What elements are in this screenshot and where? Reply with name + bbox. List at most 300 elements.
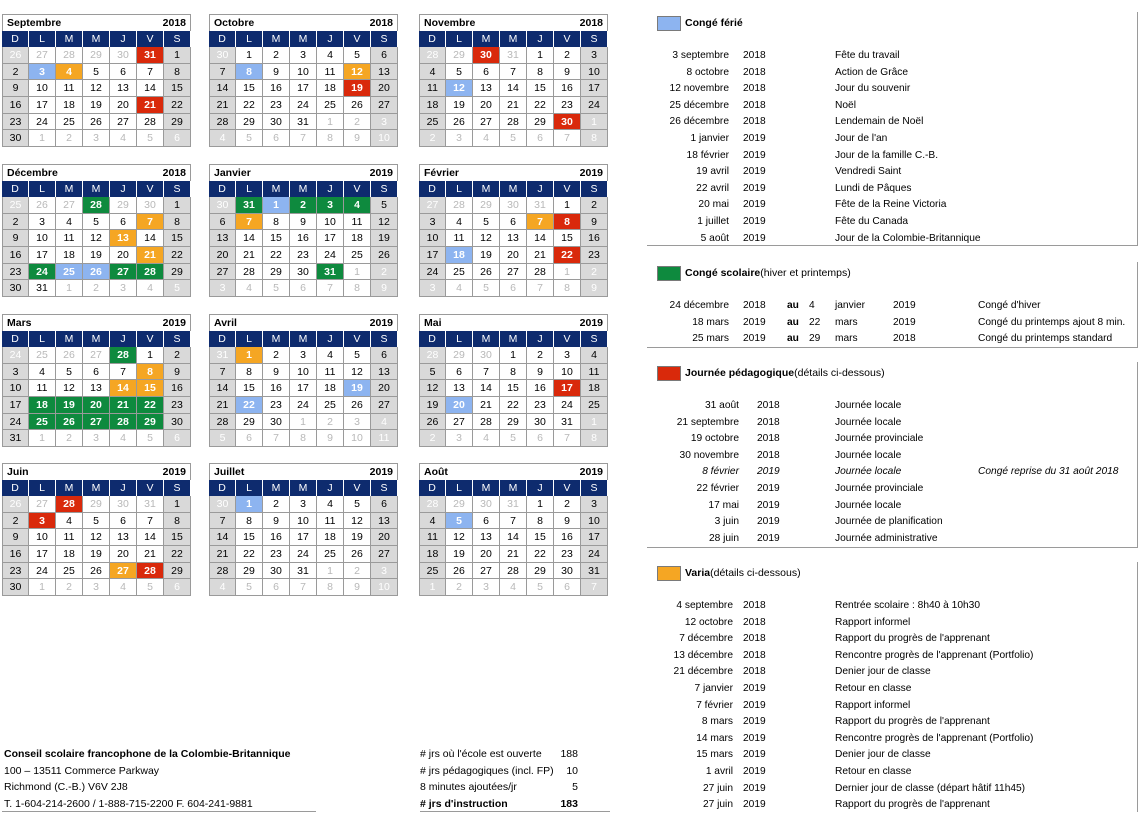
event-year: 2018 xyxy=(743,66,766,78)
day-cell: 27 xyxy=(110,264,137,281)
weekday-header: D xyxy=(2,480,29,496)
day-cell: 31 xyxy=(554,414,581,431)
event-label: Rapport du progrès de l'apprenant xyxy=(835,799,990,811)
day-cell-outside: 6 xyxy=(527,130,554,147)
month-header xyxy=(2,463,191,480)
event-label: Jour de la Colombie-Britannique xyxy=(835,232,981,244)
day-cell: 3 xyxy=(581,496,608,513)
day-cell: 24 xyxy=(29,114,56,131)
day-cell: 23 xyxy=(554,546,581,563)
day-cell-outside: 31 xyxy=(209,347,236,364)
day-cell-outside: 5 xyxy=(236,130,263,147)
day-cell-outside: 28 xyxy=(110,347,137,364)
day-cell-outside: 8 xyxy=(554,280,581,297)
weekday-header: J xyxy=(527,331,554,347)
weekday-header: M xyxy=(290,480,317,496)
day-cell-outside: 4 xyxy=(110,579,137,596)
weekday-header: D xyxy=(419,331,446,347)
day-cell: 3 xyxy=(2,364,29,381)
day-cell-outside: 7 xyxy=(290,579,317,596)
day-cell-outside: 28 xyxy=(56,47,83,64)
event-label: Journée locale xyxy=(835,499,902,511)
day-cell: 4 xyxy=(446,214,473,231)
day-cell: 10 xyxy=(29,80,56,97)
day-cell-outside: 30 xyxy=(473,496,500,513)
weekday-header: V xyxy=(344,181,371,197)
event-year: 2018 xyxy=(757,416,780,428)
day-cell: 29 xyxy=(236,563,263,580)
day-cell: 5 xyxy=(83,214,110,231)
day-cell: 18 xyxy=(56,546,83,563)
day-cell: 24 xyxy=(317,247,344,264)
day-cell: 1 xyxy=(164,197,191,214)
stats-table xyxy=(420,746,610,812)
day-cell: 12 xyxy=(419,380,446,397)
month-header xyxy=(209,314,398,331)
day-cell: 29 xyxy=(164,264,191,281)
day-cell-outside: 5 xyxy=(137,430,164,447)
start-date: 18 mars xyxy=(692,316,729,328)
day-cell: 5 xyxy=(56,364,83,381)
day-cell: 14 xyxy=(209,380,236,397)
day-cell: 26 xyxy=(83,264,110,281)
day-cell-outside: 7 xyxy=(290,130,317,147)
month-header xyxy=(209,164,398,181)
day-cell-outside: 1 xyxy=(29,130,56,147)
day-cell: 20 xyxy=(473,97,500,114)
day-cell-outside: 8 xyxy=(317,130,344,147)
day-cell: 25 xyxy=(419,114,446,131)
day-cell: 18 xyxy=(446,247,473,264)
stat-value: 10 xyxy=(566,764,578,777)
day-cell: 21 xyxy=(209,546,236,563)
day-cell: 7 xyxy=(110,364,137,381)
day-cell-outside: 29 xyxy=(110,197,137,214)
day-cell: 29 xyxy=(164,563,191,580)
day-cell: 13 xyxy=(371,364,398,381)
day-cell-outside: 28 xyxy=(83,197,110,214)
stat-value: 188 xyxy=(560,748,578,760)
list-item xyxy=(647,114,1137,131)
stat-row xyxy=(420,763,610,780)
day-cell-outside: 7 xyxy=(317,280,344,297)
month-avril xyxy=(209,314,398,447)
event-label: Lendemain de Noël xyxy=(835,116,924,128)
day-cell: 23 xyxy=(263,546,290,563)
day-cell: 20 xyxy=(371,80,398,97)
event-date: 12 octobre xyxy=(684,616,733,628)
day-cell: 6 xyxy=(110,513,137,530)
org-address-line1: 100 – 13511 Commerce Parkway xyxy=(4,764,160,777)
day-cell: 25 xyxy=(56,114,83,131)
day-cell: 11 xyxy=(581,364,608,381)
event-year: 2019 xyxy=(757,516,780,528)
day-cell-outside: 30 xyxy=(209,197,236,214)
day-cell: 6 xyxy=(446,364,473,381)
day-cell: 1 xyxy=(527,47,554,64)
weekday-header: M xyxy=(473,331,500,347)
day-cell-outside: 2 xyxy=(371,264,398,281)
event-label: Journée provinciale xyxy=(835,433,924,445)
day-cell: 10 xyxy=(29,529,56,546)
day-cell: 2 xyxy=(2,214,29,231)
weekday-header: M xyxy=(56,331,83,347)
day-cell-outside: 29 xyxy=(473,197,500,214)
month-header xyxy=(2,314,191,331)
month-year: 2019 xyxy=(162,317,186,329)
day-cell-outside: 26 xyxy=(2,47,29,64)
day-cell: 11 xyxy=(419,529,446,546)
weekday-header: M xyxy=(500,31,527,47)
event-date: 8 mars xyxy=(701,716,733,728)
weekday-header: L xyxy=(446,31,473,47)
month-name: Décembre xyxy=(7,167,58,179)
event-date: 21 décembre xyxy=(673,666,733,678)
day-cell-outside: 4 xyxy=(137,280,164,297)
event-year: 2018 xyxy=(743,666,766,678)
day-cell: 20 xyxy=(473,546,500,563)
day-cell: 23 xyxy=(581,247,608,264)
event-label: Journée de planification xyxy=(835,516,943,528)
divider xyxy=(420,811,610,812)
month-name: Mars xyxy=(7,317,32,329)
blue-swatch xyxy=(657,16,681,31)
start-year: 2019 xyxy=(743,333,766,345)
weekday-header: J xyxy=(110,181,137,197)
day-cell: 28 xyxy=(500,114,527,131)
day-cell: 22 xyxy=(527,97,554,114)
event-year: 2019 xyxy=(757,482,780,494)
weekday-header: D xyxy=(209,331,236,347)
day-cell: 9 xyxy=(527,364,554,381)
day-cell: 19 xyxy=(473,247,500,264)
weekday-header: M xyxy=(290,181,317,197)
day-cell: 7 xyxy=(209,364,236,381)
day-cell: 24 xyxy=(554,397,581,414)
day-cell: 26 xyxy=(419,414,446,431)
day-cell: 21 xyxy=(473,397,500,414)
day-cell-outside: 6 xyxy=(164,130,191,147)
section-subtitle: (détails ci-dessous) xyxy=(794,367,885,379)
day-cell: 24 xyxy=(29,264,56,281)
day-cell: 22 xyxy=(500,397,527,414)
day-cell: 22 xyxy=(527,546,554,563)
day-cell: 26 xyxy=(446,114,473,131)
day-cell-outside: 6 xyxy=(164,579,191,596)
day-cell-outside: 1 xyxy=(581,114,608,131)
period-label: Congé du printemps standard xyxy=(978,333,1113,345)
day-cell: 27 xyxy=(371,397,398,414)
month-header xyxy=(419,314,608,331)
list-item xyxy=(647,164,1137,181)
event-label: Rapport du progrès de l'apprenant xyxy=(835,716,990,728)
day-cell: 21 xyxy=(137,546,164,563)
event-year: 2018 xyxy=(743,633,766,645)
day-cell: 25 xyxy=(56,264,83,281)
event-date: 22 février xyxy=(696,482,739,494)
day-cell: 13 xyxy=(473,529,500,546)
event-date: 12 novembre xyxy=(669,83,729,95)
day-cell: 15 xyxy=(236,380,263,397)
weekday-header: L xyxy=(446,181,473,197)
day-cell-outside: 1 xyxy=(29,579,56,596)
weekday-header: S xyxy=(164,331,191,347)
day-cell: 10 xyxy=(581,64,608,81)
stat-label: # jrs où l'école est ouverte xyxy=(420,748,542,760)
day-cell: 30 xyxy=(2,280,29,297)
day-cell: 20 xyxy=(110,247,137,264)
day-cell: 24 xyxy=(2,414,29,431)
day-cell-outside: 30 xyxy=(473,347,500,364)
day-cell: 25 xyxy=(581,397,608,414)
day-cell: 2 xyxy=(2,64,29,81)
event-label: Noël xyxy=(835,99,856,111)
day-cell: 14 xyxy=(209,529,236,546)
day-cell: 8 xyxy=(164,64,191,81)
day-cell-outside: 1 xyxy=(290,414,317,431)
weekday-header: L xyxy=(236,31,263,47)
day-cell: 5 xyxy=(473,214,500,231)
weekday-header: J xyxy=(527,31,554,47)
day-cell-outside: 9 xyxy=(581,280,608,297)
day-cell: 7 xyxy=(209,513,236,530)
day-cell: 12 xyxy=(344,364,371,381)
day-cell: 14 xyxy=(473,380,500,397)
day-cell: 13 xyxy=(209,230,236,247)
day-cell-outside: 25 xyxy=(29,347,56,364)
event-label: Journée locale xyxy=(835,400,902,411)
event-year: 2019 xyxy=(743,215,766,227)
event-label: Journée locale xyxy=(835,416,902,428)
day-cell: 15 xyxy=(236,529,263,546)
day-cell: 14 xyxy=(137,529,164,546)
day-cell: 16 xyxy=(263,380,290,397)
day-cell: 1 xyxy=(164,496,191,513)
day-cell-outside: 28 xyxy=(419,47,446,64)
day-cell-outside: 2 xyxy=(56,130,83,147)
varia-list xyxy=(647,598,1137,814)
day-cell: 16 xyxy=(164,380,191,397)
day-cell: 6 xyxy=(110,64,137,81)
start-year: 2019 xyxy=(743,316,766,328)
event-year: 2018 xyxy=(743,50,766,61)
day-cell-outside: 30 xyxy=(110,496,137,513)
day-cell: 29 xyxy=(500,414,527,431)
weekday-header: M xyxy=(56,31,83,47)
day-cell: 17 xyxy=(317,230,344,247)
day-cell: 3 xyxy=(29,513,56,530)
day-cell: 9 xyxy=(2,230,29,247)
list-item xyxy=(647,331,1137,348)
event-label: Rentrée scolaire : 8h40 à 10h30 xyxy=(835,600,980,611)
day-cell: 10 xyxy=(2,380,29,397)
event-date: 20 mai xyxy=(698,199,729,211)
day-cell-outside: 4 xyxy=(473,130,500,147)
month-year: 2019 xyxy=(579,466,603,478)
day-cell: 11 xyxy=(317,64,344,81)
month-name: Février xyxy=(424,167,460,179)
weekday-header: D xyxy=(419,181,446,197)
day-cell: 16 xyxy=(263,529,290,546)
conge-scolaire-section xyxy=(647,262,1138,348)
day-cell: 1 xyxy=(263,197,290,214)
day-cell-outside: 6 xyxy=(290,280,317,297)
day-cell: 3 xyxy=(581,47,608,64)
weekday-header: V xyxy=(137,181,164,197)
weekday-header: J xyxy=(317,331,344,347)
day-cell: 19 xyxy=(446,546,473,563)
day-cell: 21 xyxy=(110,397,137,414)
scolaire-list xyxy=(647,298,1137,348)
day-cell: 27 xyxy=(371,546,398,563)
weekday-header: M xyxy=(56,480,83,496)
event-label: Retour en classe xyxy=(835,682,912,694)
event-date: 31 août xyxy=(705,400,739,411)
month-year: 2018 xyxy=(579,17,603,29)
day-cell: 6 xyxy=(209,214,236,231)
day-cell-outside: 31 xyxy=(137,496,164,513)
event-label: Denier jour de classe xyxy=(835,666,931,678)
month-year: 2019 xyxy=(369,317,393,329)
day-cell: 18 xyxy=(56,247,83,264)
day-cell: 7 xyxy=(527,214,554,231)
event-label: Fête de la Reine Victoria xyxy=(835,199,947,211)
weekday-header: J xyxy=(317,480,344,496)
day-cell: 16 xyxy=(527,380,554,397)
day-cell: 9 xyxy=(263,64,290,81)
day-cell: 3 xyxy=(290,496,317,513)
day-cell: 27 xyxy=(371,97,398,114)
month-juin xyxy=(2,463,191,596)
day-cell: 4 xyxy=(317,496,344,513)
day-cell-outside: 29 xyxy=(446,347,473,364)
stat-label: 8 minutes ajoutées/jr xyxy=(420,781,517,794)
day-cell-outside: 3 xyxy=(473,579,500,596)
day-cell: 25 xyxy=(317,546,344,563)
day-cell: 17 xyxy=(290,80,317,97)
day-cell-outside: 27 xyxy=(29,47,56,64)
day-cell: 24 xyxy=(419,264,446,281)
day-cell: 24 xyxy=(290,397,317,414)
day-cell: 15 xyxy=(164,230,191,247)
month-name: Janvier xyxy=(214,167,251,179)
day-cell: 12 xyxy=(473,230,500,247)
day-cell: 3 xyxy=(317,197,344,214)
weekday-header: S xyxy=(581,480,608,496)
day-cell: 6 xyxy=(83,364,110,381)
month-name: Septembre xyxy=(7,17,62,29)
weekday-header: S xyxy=(581,331,608,347)
day-cell: 29 xyxy=(137,414,164,431)
event-year: 2019 xyxy=(743,699,766,711)
day-cell: 17 xyxy=(554,380,581,397)
day-cell: 9 xyxy=(554,64,581,81)
day-cell: 6 xyxy=(110,214,137,231)
month-year: 2018 xyxy=(369,17,393,29)
event-label: Jour de la famille C.-B. xyxy=(835,149,939,161)
list-item xyxy=(647,48,1137,65)
event-year: 2018 xyxy=(743,83,766,95)
day-cell: 16 xyxy=(554,80,581,97)
day-cell: 26 xyxy=(446,563,473,580)
day-cell-outside: 9 xyxy=(371,280,398,297)
day-cell: 30 xyxy=(2,579,29,596)
start-date: 25 mars xyxy=(692,333,729,345)
day-cell: 26 xyxy=(83,563,110,580)
day-cell: 16 xyxy=(581,230,608,247)
day-cell: 24 xyxy=(581,546,608,563)
day-cell-outside: 8 xyxy=(290,430,317,447)
event-year: 2019 xyxy=(743,782,766,794)
event-label: Vendredi Saint xyxy=(835,166,902,178)
org-name: Conseil scolaire francophone de la Colombie-Britannique xyxy=(4,748,291,760)
day-cell: 13 xyxy=(473,80,500,97)
weekday-header: M xyxy=(56,181,83,197)
day-cell-outside: 3 xyxy=(446,430,473,447)
day-cell: 25 xyxy=(317,97,344,114)
event-year: 2019 xyxy=(743,799,766,811)
day-cell: 16 xyxy=(2,97,29,114)
day-cell: 5 xyxy=(419,364,446,381)
month-name: Août xyxy=(424,466,448,478)
list-item xyxy=(647,747,1137,764)
day-cell-outside: 3 xyxy=(371,563,398,580)
event-date: 26 décembre xyxy=(669,116,729,128)
weekday-header: S xyxy=(164,480,191,496)
day-cell: 10 xyxy=(290,364,317,381)
day-cell: 9 xyxy=(2,529,29,546)
list-item xyxy=(647,148,1137,165)
day-cell: 12 xyxy=(83,529,110,546)
month-name: Juillet xyxy=(214,466,245,478)
day-cell-outside: 1 xyxy=(344,264,371,281)
day-cell-outside: 3 xyxy=(83,430,110,447)
day-cell-outside: 9 xyxy=(317,430,344,447)
day-cell: 20 xyxy=(83,397,110,414)
weekday-header: M xyxy=(263,480,290,496)
weekday-header: J xyxy=(527,480,554,496)
list-item xyxy=(647,514,1137,531)
day-cell: 18 xyxy=(581,380,608,397)
day-cell: 9 xyxy=(2,80,29,97)
day-cell: 2 xyxy=(263,347,290,364)
event-label: Journée provinciale xyxy=(835,482,924,494)
day-cell: 11 xyxy=(419,80,446,97)
day-cell: 30 xyxy=(263,414,290,431)
day-cell: 28 xyxy=(209,563,236,580)
day-cell: 28 xyxy=(137,264,164,281)
day-cell: 5 xyxy=(83,513,110,530)
day-cell: 21 xyxy=(527,247,554,264)
day-cell: 11 xyxy=(56,80,83,97)
day-cell: 16 xyxy=(2,546,29,563)
day-cell-outside: 8 xyxy=(581,130,608,147)
day-cell: 7 xyxy=(209,64,236,81)
day-cell: 18 xyxy=(56,97,83,114)
day-cell-outside: 5 xyxy=(236,579,263,596)
day-cell: 20 xyxy=(371,380,398,397)
event-note: Congé reprise du 31 août 2018 xyxy=(978,466,1119,478)
month-year: 2019 xyxy=(579,317,603,329)
day-cell: 8 xyxy=(164,513,191,530)
day-cell-outside: 30 xyxy=(500,197,527,214)
event-date: 22 avril xyxy=(696,182,729,194)
day-cell: 9 xyxy=(164,364,191,381)
day-cell: 4 xyxy=(419,513,446,530)
day-cell: 28 xyxy=(236,264,263,281)
day-cell: 4 xyxy=(317,347,344,364)
weekday-header: S xyxy=(581,181,608,197)
